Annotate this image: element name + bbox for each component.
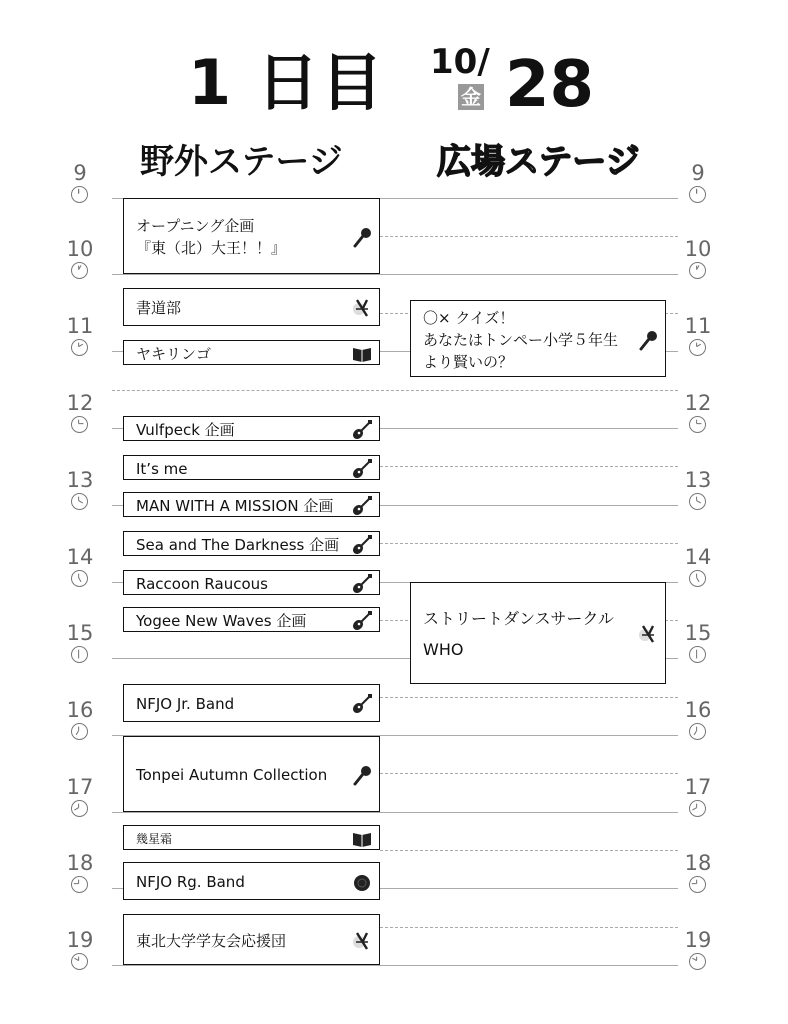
hour-label-right: 18: [684, 851, 712, 875]
brush-icon: [351, 297, 373, 319]
hour-label-right: 15: [684, 621, 712, 645]
event-title: Vulfpeck 企画: [136, 420, 235, 439]
day-title: 1 日目: [188, 46, 385, 119]
date-weekday-badge: 金: [458, 84, 484, 110]
clock-icon: [689, 723, 706, 740]
hour-gridline: [112, 812, 678, 813]
event-title: あなたはトンペー小学５年生: [423, 330, 619, 349]
hour-label-right: 11: [684, 314, 712, 338]
stage-title-outdoor: 野外ステージ: [140, 142, 343, 182]
hour-label-left: 10: [66, 237, 94, 261]
clock-icon: [71, 416, 88, 433]
event-box[interactable]: [410, 300, 666, 377]
event-title: 〇× クイズ！: [423, 308, 515, 327]
stage-title-plaza: 広場ステージ: [437, 142, 640, 182]
microphone-icon: [351, 764, 373, 786]
event-box[interactable]: [123, 416, 380, 441]
event-title: MAN WITH A MISSION 企画: [136, 496, 334, 515]
halfhour-gridline: [380, 773, 678, 774]
event-title: 書道部: [136, 299, 182, 317]
clock-icon: [689, 953, 706, 970]
clock-icon: [71, 262, 88, 279]
clock-icon: [689, 570, 706, 587]
drum-icon: [351, 871, 373, 893]
guitar-icon: [351, 419, 373, 441]
event-box[interactable]: [123, 684, 380, 722]
event-title: 東北大学学友会応援団: [136, 931, 287, 950]
hour-label-left: 9: [73, 161, 87, 185]
event-box[interactable]: [123, 531, 380, 556]
clock-icon: [71, 339, 88, 356]
clock-icon: [71, 646, 88, 663]
clock-icon: [689, 800, 706, 817]
event-title: Raccoon Raucous: [136, 574, 268, 593]
halfhour-gridline: [380, 236, 678, 237]
event-title: WHO: [423, 640, 464, 659]
halfhour-gridline: [380, 850, 678, 851]
hour-label-right: 9: [691, 161, 705, 185]
clock-icon: [689, 493, 706, 510]
hour-label-right: 17: [684, 775, 712, 799]
event-box[interactable]: [123, 914, 380, 965]
hour-label-right: 19: [684, 928, 712, 952]
event-title: より賢いの？: [423, 352, 514, 371]
event-box[interactable]: [123, 198, 380, 274]
clock-icon: [689, 646, 706, 663]
hour-label-right: 16: [684, 698, 712, 722]
event-title: ヤキリンゴ: [136, 344, 212, 363]
hour-label-left: 14: [66, 545, 94, 569]
date-month: 10/: [430, 42, 490, 82]
guitar-icon: [351, 495, 373, 517]
hour-label-left: 13: [66, 468, 94, 492]
clock-icon: [71, 186, 88, 203]
clock-icon: [689, 339, 706, 356]
halfhour-gridline: [380, 543, 678, 544]
event-title: オープニング企画: [136, 217, 255, 235]
hour-label-left: 12: [66, 391, 94, 415]
hour-label-left: 11: [66, 314, 94, 338]
halfhour-gridline: [112, 390, 678, 391]
clock-icon: [71, 800, 88, 817]
event-box[interactable]: [123, 862, 380, 900]
event-title: NFJO Jr. Band: [136, 695, 235, 713]
microphone-icon: [637, 329, 659, 351]
event-box[interactable]: [123, 455, 380, 480]
event-title: Yogee New Waves 企画: [136, 611, 307, 630]
guitar-icon: [351, 573, 373, 595]
guitar-icon: [351, 610, 373, 632]
clock-icon: [71, 570, 88, 587]
hour-label-right: 14: [684, 545, 712, 569]
event-box[interactable]: [410, 582, 666, 684]
event-box[interactable]: [123, 288, 380, 326]
event-title: Sea and The Darkness 企画: [136, 535, 340, 554]
event-box[interactable]: [123, 570, 380, 595]
event-title: Tonpei Autumn Collection: [136, 766, 328, 784]
event-box[interactable]: [123, 607, 380, 632]
event-box[interactable]: [123, 340, 380, 365]
event-title: ストリートダンスサークル: [423, 609, 614, 628]
clock-icon: [71, 493, 88, 510]
hour-label-right: 10: [684, 237, 712, 261]
hour-label-right: 13: [684, 468, 712, 492]
hour-label-left: 15: [66, 621, 94, 645]
clock-icon: [689, 876, 706, 893]
event-title: NFJO Rg. Band: [136, 873, 245, 891]
halfhour-gridline: [380, 466, 678, 467]
brush-icon: [351, 930, 373, 952]
event-box[interactable]: [123, 825, 380, 850]
book-icon: [351, 343, 373, 365]
hour-label-left: 17: [66, 775, 94, 799]
event-title: It’s me: [136, 459, 188, 478]
hour-label-left: 16: [66, 698, 94, 722]
clock-icon: [71, 953, 88, 970]
hour-label-left: 18: [66, 851, 94, 875]
hour-label-right: 12: [684, 391, 712, 415]
event-box[interactable]: [123, 736, 380, 812]
event-title: 『東（北）大王！！』: [136, 239, 287, 257]
event-box[interactable]: [123, 492, 380, 517]
brush-icon: [637, 623, 659, 645]
guitar-icon: [351, 534, 373, 556]
event-title: 幾星霜: [136, 831, 173, 846]
book-icon: [351, 828, 373, 850]
halfhour-gridline: [380, 927, 678, 928]
clock-icon: [689, 416, 706, 433]
guitar-icon: [351, 693, 373, 715]
halfhour-gridline: [380, 697, 678, 698]
guitar-icon: [351, 458, 373, 480]
date-day: 28: [505, 48, 595, 122]
hour-gridline: [112, 965, 678, 966]
clock-icon: [689, 186, 706, 203]
clock-icon: [71, 723, 88, 740]
hour-gridline: [112, 274, 678, 275]
microphone-icon: [351, 226, 373, 248]
hour-label-left: 19: [66, 928, 94, 952]
clock-icon: [689, 262, 706, 279]
clock-icon: [71, 876, 88, 893]
